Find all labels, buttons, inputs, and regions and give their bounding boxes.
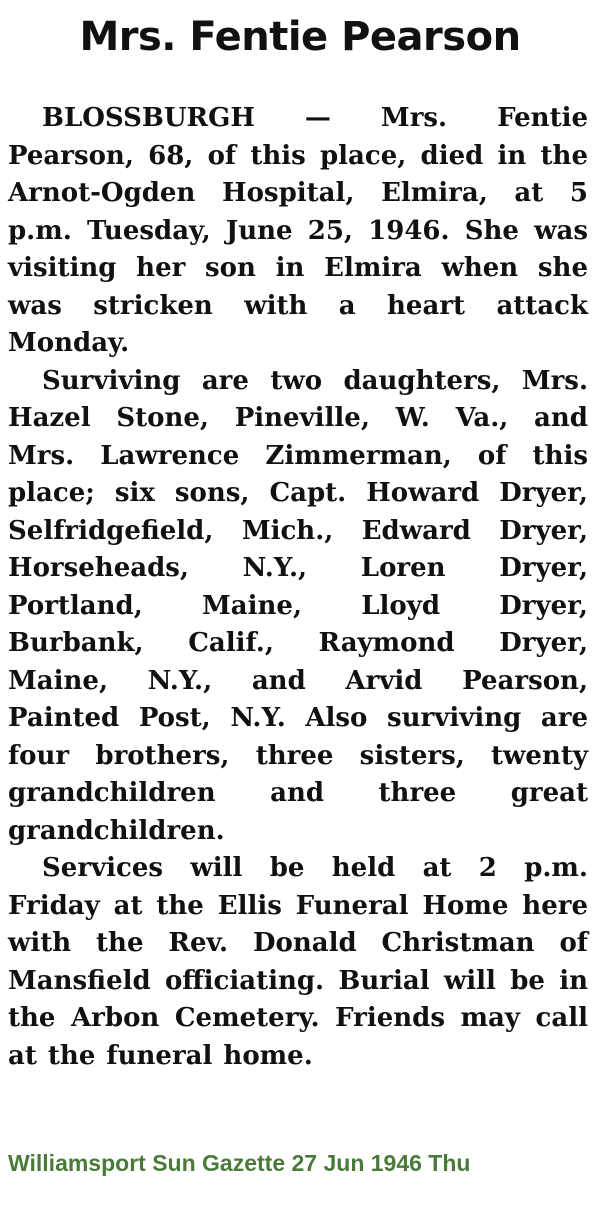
obituary-body — [8, 100, 588, 1075]
obituary-paragraph-services: Services will be held at 2 p.m. Friday at the Ellis Funeral Home here with the Rev. Donald Christman of Mansfield officiating. Burial will be in the Arbon Cemetery. Friends may call at the funeral home. — [8, 853, 588, 1071]
source-caption: Williamsport Sun Gazette 27 Jun 1946 Thu — [8, 1150, 471, 1176]
obituary-headline: Mrs. Fentie Pearson — [79, 14, 521, 60]
obituary-paragraph-survivors: Surviving are two daughters, Mrs. Hazel Stone, Pineville, W. Va., and Mrs. Lawrence Zimmerman, of this place; six sons, Capt. Howard Dryer, Selfridgefield, Mich., Edward Dryer, Horseheads, N.Y., Loren Dryer, Portland, Maine, Lloyd Dryer, Burbank, Calif., Raymond Dryer, Maine, N.Y., and Arvid Pearson, Painted Post, N.Y. Also surviving are four brothers, three sisters, twenty grandchildren and three great grandchildren. — [8, 365, 588, 846]
obituary-paragraph-death-notice: BLOSSBURGH — Mrs. Fentie Pearson, 68, of this place, died in the Arnot-Ogden Hospital, Elmira, at 5 p.m. Tuesday, June 25, 1946. She was visiting her son in Elmira when she was stricken with a heart attack Monday. — [8, 103, 588, 358]
